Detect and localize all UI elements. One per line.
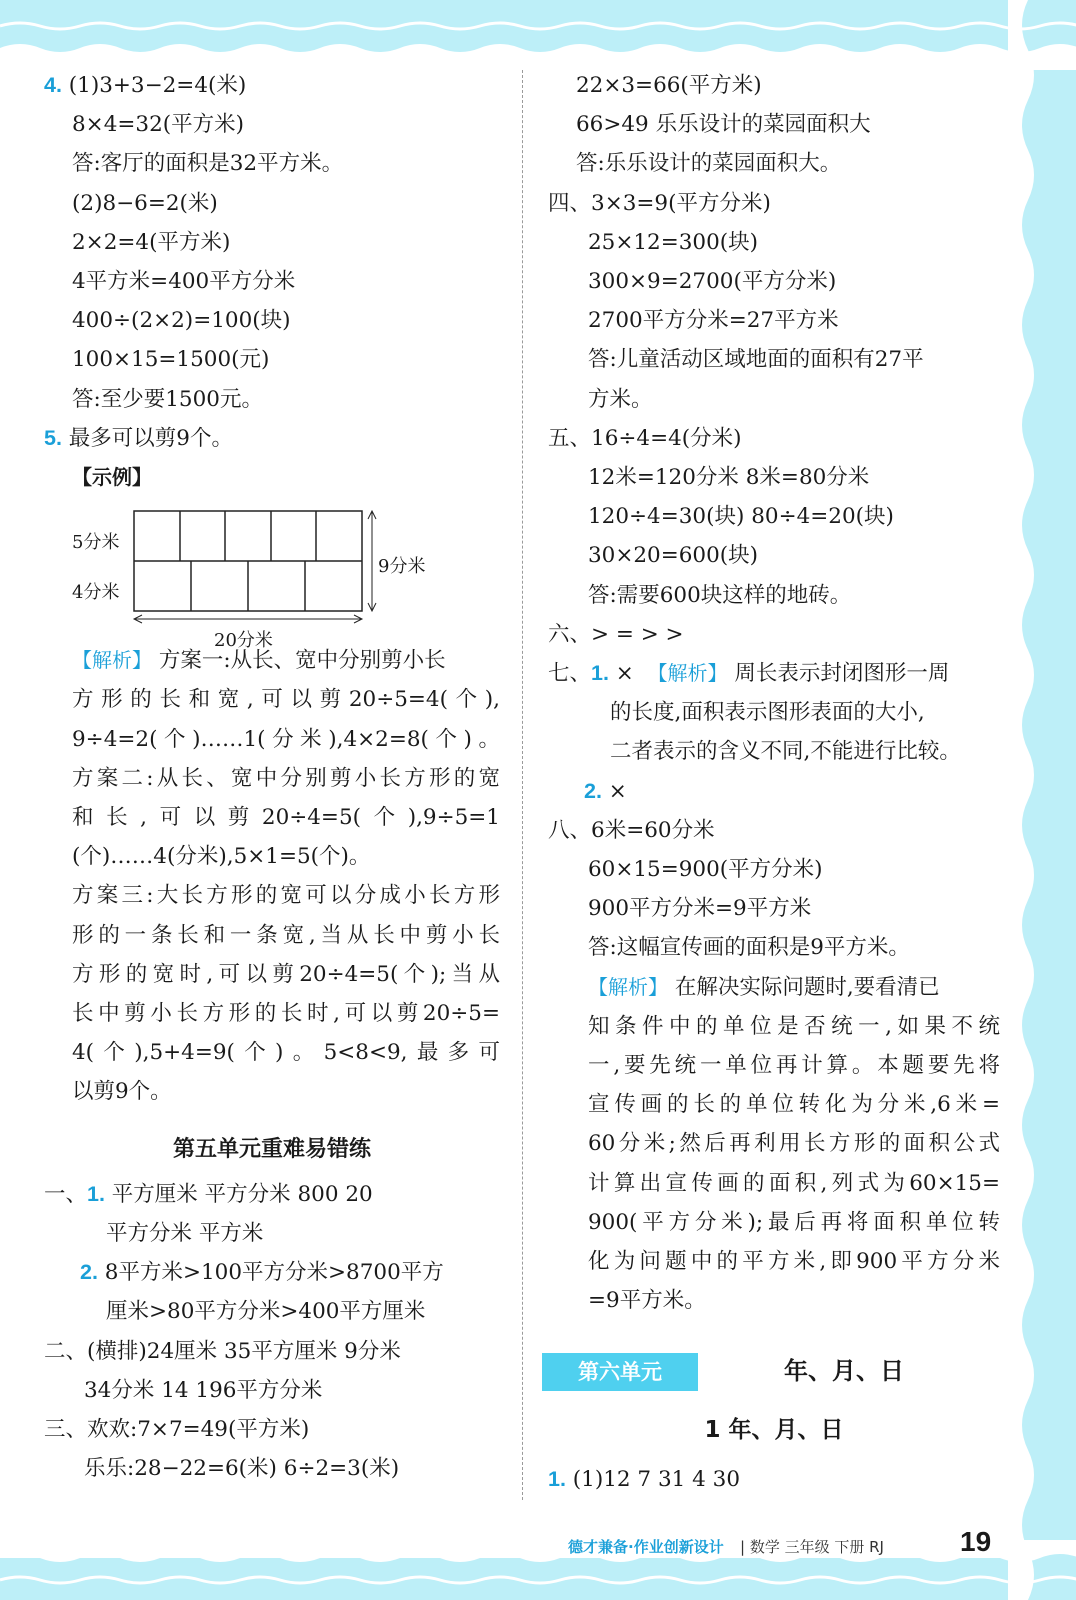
- seven-cont-1: 的长度,面积表示图形表面的大小,: [610, 700, 925, 726]
- q4-line-4: (2)8−6=2(米): [72, 190, 218, 216]
- column-divider: [522, 70, 523, 1500]
- footer-meta: | 数学 三年级 下册 RJ: [740, 1538, 884, 1556]
- cut-rectangle-figure: [44, 503, 500, 652]
- four-first: 四、3×3=9(平方分米): [548, 190, 771, 216]
- eight-line-2: 60×15=900(平方分米): [588, 857, 823, 883]
- figure-label-20dm: 20分米: [214, 630, 273, 652]
- four-line-6: 方米。: [588, 386, 653, 412]
- q5-line: 5. 最多可以剪9个。: [44, 425, 233, 451]
- q4-line-8: 100×15=1500(元): [72, 347, 270, 373]
- eight-analysis-1: 【解析】 在解决实际问题时,要看清已: [588, 974, 940, 1000]
- right-wave: [1008, 0, 1038, 1600]
- eight-analysis-5: 60分米;然后再利用长方形的面积公式: [588, 1131, 1000, 1157]
- five-line-4: 30×20=600(块): [588, 543, 759, 569]
- last-item: 1. (1)12 7 31 4 30: [548, 1466, 741, 1492]
- example-label: 【示例】: [72, 465, 152, 490]
- q4-line-6: 4平方米=400平方分米: [72, 269, 296, 295]
- bottom-wave: [0, 1540, 1076, 1600]
- page-number: 19: [960, 1526, 992, 1557]
- one-item-1: 一、1. 平方厘米 平方分米 800 20: [44, 1181, 373, 1207]
- four-line-3: 300×9=2700(平方分米): [588, 269, 837, 295]
- eight-analysis-8: 化为问题中的平方米,即900平方分米: [588, 1249, 1000, 1275]
- rectangle-diagram: [44, 503, 424, 643]
- analysis-line-7: 方案三:大长方形的宽可以分成小长方形: [72, 883, 500, 909]
- q4-line-5: 2×2=4(平方米): [72, 229, 231, 255]
- analysis-line-5: 和长,可以剪20÷4=5(个),9÷5=1: [72, 805, 500, 831]
- left-column: [44, 66, 500, 1489]
- analysis-line-4: 方案二:从长、宽中分别剪小长方形的宽: [72, 765, 500, 791]
- analysis-line-10: 长中剪小长方形的长时,可以剪20÷5=: [72, 1001, 500, 1027]
- q4-line-1: 4. (1)3+3−2=4(米): [44, 73, 247, 98]
- cont-line-1: 22×3=66(平方米): [576, 73, 762, 98]
- two-line-2: 34分米 14 196平方分米: [84, 1377, 323, 1403]
- figure-label-9dm: 9分米: [378, 556, 426, 578]
- analysis-line-8: 形的一条长和一条宽,当从长中剪小长: [72, 922, 500, 948]
- four-line-2: 25×12=300(块): [588, 229, 759, 255]
- right-column: [548, 66, 1000, 1499]
- six-line: 六、> = > >: [548, 621, 684, 647]
- eight-analysis-2: 知条件中的单位是否统一,如果不统: [588, 1013, 1000, 1039]
- unit-header: [548, 1349, 1000, 1397]
- unit-badge: 第六单元: [542, 1353, 698, 1391]
- eight-analysis-9: =9平方米。: [588, 1288, 706, 1314]
- cont-line-3: 答:乐乐设计的菜园面积大。: [576, 151, 842, 177]
- eight-first: 八、6米=60分米: [548, 817, 715, 843]
- four-line-5: 答:儿童活动区域地面的面积有27平: [588, 347, 924, 373]
- eight-analysis-6: 计算出宣传画的面积,列式为60×15=: [588, 1170, 1000, 1196]
- seven-item-1: 七、1. × 【解析】 周长表示封闭图形一周: [548, 661, 950, 687]
- figure-label-4dm: 4分米: [72, 582, 120, 604]
- analysis-line-1: 【解析】 方案一:从长、宽中分别剪小长: [72, 648, 446, 674]
- five-line-2: 12米=120分米 8米=80分米: [588, 465, 870, 491]
- five-first: 五、16÷4=4(分米): [548, 425, 742, 451]
- five-line-5: 答:需要600块这样的地砖。: [588, 582, 852, 608]
- seven-item-2: 2. ×: [584, 778, 627, 804]
- figure-label-5dm: 5分米: [72, 532, 120, 554]
- analysis-line-11: 4(个),5+4=9(个)。5<8<9,最多可: [72, 1040, 500, 1066]
- analysis-line-2: 方形的长和宽,可以剪20÷5=4(个),: [72, 687, 500, 713]
- q4-line-3: 答:客厅的面积是32平方米。: [72, 151, 344, 177]
- top-wave: [0, 0, 1076, 70]
- eight-analysis-3: 一,要先统一单位再计算。本题要先将: [588, 1053, 1000, 1079]
- four-line-4: 2700平方分米=27平方米: [588, 308, 839, 334]
- one-item-2-cont: 厘米>80平方分米>400平方厘米: [106, 1299, 426, 1325]
- analysis-line-9: 方形的宽时,可以剪20÷4=5(个);当从: [72, 961, 500, 987]
- seven-cont-2: 二者表示的含义不同,不能进行比较。: [610, 739, 961, 765]
- analysis-line-12: 以剪9个。: [72, 1079, 172, 1105]
- q4-line-9: 答:至少要1500元。: [72, 386, 263, 412]
- eight-line-3: 900平方分米=9平方米: [588, 896, 812, 922]
- three-line-1: 三、欢欢:7×7=49(平方米): [44, 1417, 310, 1443]
- three-line-2: 乐乐:28−22=6(米) 6÷2=3(米): [84, 1456, 400, 1482]
- footer-brand: 德才兼备·作业创新设计: [568, 1538, 724, 1556]
- eight-analysis-7: 900(平方分米);最后再将面积单位转: [588, 1209, 1000, 1235]
- unit-subtitle: 1 年、月、日: [704, 1416, 844, 1443]
- analysis-line-3: 9÷4=2(个)……1(分米),4×2=8(个)。: [72, 726, 500, 752]
- one-item-1-cont: 平方分米 平方米: [106, 1221, 264, 1247]
- one-item-2: 2. 8平方米>100平方分米>8700平方: [80, 1260, 444, 1286]
- eight-line-4: 答:这幅宣传画的面积是9平方米。: [588, 935, 910, 961]
- q4-line-7: 400÷(2×2)=100(块): [72, 308, 291, 334]
- q4-line-2: 8×4=32(平方米): [72, 112, 245, 138]
- eight-analysis-4: 宣传画的长的单位转化为分米,6米=: [588, 1092, 1000, 1118]
- analysis-line-6: (个)……4(分米),5×1=5(个)。: [72, 844, 371, 870]
- five-line-3: 120÷4=30(块) 80÷4=20(块): [588, 504, 894, 530]
- cont-line-2: 66>49 乐乐设计的菜园面积大: [576, 112, 871, 138]
- section-title: 第五单元重难易错练: [172, 1136, 371, 1162]
- unit-title: 年、月、日: [784, 1356, 904, 1385]
- two-line-1: 二、(横排)24厘米 35平方厘米 9分米: [44, 1338, 401, 1364]
